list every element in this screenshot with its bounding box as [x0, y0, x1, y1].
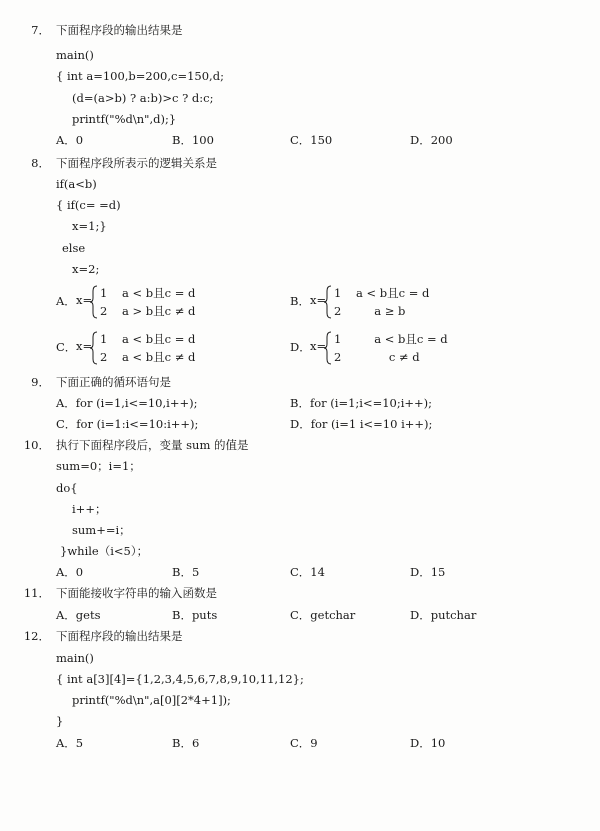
case-row: 1 a < b且c = d: [334, 332, 448, 346]
question-number: 12．: [23, 629, 50, 643]
brace-icon: [324, 285, 332, 319]
question-text: 下面正确的循环语句是: [56, 375, 171, 389]
option-prefix: x=: [76, 293, 93, 307]
option-label: B．: [290, 294, 310, 308]
case-row: 1 a < b且c = d: [100, 332, 196, 346]
code-line: sum=0；i=1；: [56, 459, 141, 473]
option-prefix: x=: [76, 339, 93, 353]
case-row: 2 a ≥ b: [334, 304, 406, 318]
question-text: 下面程序段的输出结果是: [56, 629, 183, 643]
question-text: 执行下面程序段后，变量 sum 的值是: [56, 438, 249, 452]
option-label: D．: [290, 340, 311, 354]
code-line: sum+=i；: [72, 523, 131, 537]
code-line: printf("%d\n",d);}: [72, 112, 177, 126]
option-c: [56, 331, 286, 365]
option-b: [290, 285, 520, 319]
code-line: x=1;}: [72, 219, 107, 233]
option-label: C．: [56, 340, 77, 354]
question-text: 下面能接收字符串的输入函数是: [56, 586, 217, 600]
option-a: [56, 285, 286, 319]
option-a: A．0: [56, 565, 84, 579]
case-row: 2 a > b且c ≠ d: [100, 304, 196, 318]
option-a: A．for (i=1,i<=10,i++);: [56, 396, 198, 410]
option-b: B．6: [172, 736, 200, 750]
option-a: A．gets: [56, 608, 101, 622]
option-c: C．for (i=1:i<=10:i++);: [56, 417, 199, 431]
code-line: main(): [56, 651, 94, 665]
brace-icon: [324, 331, 332, 365]
option-c: C．14: [290, 565, 325, 579]
option-a: A．5: [56, 736, 84, 750]
option-c: C．9: [290, 736, 318, 750]
code-line: i++；: [72, 502, 107, 516]
brace-icon: [90, 285, 98, 319]
case-row: 1 a < b且c = d: [100, 286, 196, 300]
question-number: 11．: [23, 586, 50, 600]
option-a: A．0: [56, 133, 84, 147]
option-b: B．100: [172, 133, 214, 147]
question-text: 下面程序段所表示的逻辑关系是: [56, 156, 217, 170]
code-line: }while（i<5）；: [60, 544, 149, 558]
code-line: x=2;: [72, 262, 100, 276]
option-c: C．150: [290, 133, 333, 147]
case-row: 2 a < b且c ≠ d: [100, 350, 196, 364]
option-c: C．getchar: [290, 608, 356, 622]
case-row: 2 c ≠ d: [334, 350, 420, 364]
code-line: if(a<b): [56, 177, 97, 191]
brace-icon: [90, 331, 98, 365]
code-line: { if(c= =d): [56, 198, 121, 212]
option-d: D．10: [410, 736, 446, 750]
option-prefix: x=: [310, 339, 327, 353]
case-row: 1 a < b且c = d: [334, 286, 430, 300]
question-text: 下面程序段的输出结果是: [56, 23, 183, 37]
option-d: [290, 331, 540, 365]
question-number: 10．: [23, 438, 50, 452]
option-d: D．15: [410, 565, 446, 579]
code-line: else: [62, 241, 86, 255]
option-b: B．5: [172, 565, 200, 579]
option-d: D．putchar: [410, 608, 477, 622]
code-line: (d=(a>b) ? a:b)>c ? d:c;: [72, 91, 214, 105]
option-prefix: x=: [310, 293, 327, 307]
option-b: B．puts: [172, 608, 218, 622]
question-number: 7．: [31, 23, 50, 37]
code-line: }: [56, 714, 64, 728]
code-line: do{: [56, 481, 78, 495]
option-d: D．200: [410, 133, 453, 147]
code-line: printf("%d\n",a[0][2*4+1]);: [72, 693, 231, 707]
question-number: 8．: [31, 156, 50, 170]
question-number: 9．: [31, 375, 50, 389]
option-d: D．for (i=1 i<=10 i++);: [290, 417, 433, 431]
option-label: A．: [56, 294, 76, 308]
option-b: B．for (i=1;i<=10;i++);: [290, 396, 433, 410]
code-line: { int a=100,b=200,c=150,d;: [56, 69, 224, 83]
code-line: { int a[3][4]={1,2,3,4,5,6,7,8,9,10,11,12};: [56, 672, 304, 686]
code-line: main(): [56, 48, 94, 62]
